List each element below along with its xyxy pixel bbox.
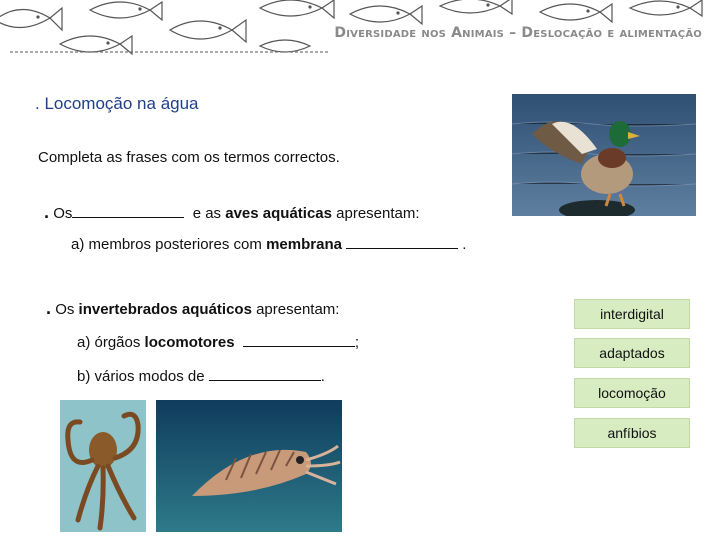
instruction-text: Completa as frases com os termos correctos. <box>38 149 340 166</box>
word-box-interdigital[interactable]: interdigital <box>574 299 690 329</box>
word-box-adaptados[interactable]: adaptados <box>574 338 690 368</box>
exercise1-pre: Os <box>53 205 73 222</box>
exercise2-item-a-bold: locomotores <box>144 334 235 351</box>
header-banner <box>0 0 720 58</box>
exercise2-item-b <box>77 366 325 385</box>
exercise1-item-a-bold: membrana <box>266 236 342 253</box>
exercise1-item-a-pre: a) membros posteriores com <box>71 236 262 253</box>
bullet: . <box>44 202 50 222</box>
exercise2-item-b-pre: b) vários modos de <box>77 368 205 385</box>
exercise1-sentence <box>44 202 420 223</box>
cuttlefish-photo <box>156 400 342 532</box>
exercise1-item-a <box>71 234 466 253</box>
exercise2-bold: invertebrados aquáticos <box>78 301 252 318</box>
exercise2-pre: Os <box>55 301 75 318</box>
bullet: . <box>46 298 52 318</box>
duck-photo <box>512 94 696 216</box>
exercise2-sentence <box>46 298 339 319</box>
blank-field[interactable] <box>346 234 458 249</box>
exercise1-bold: aves aquáticas <box>225 205 332 222</box>
blank-field[interactable] <box>72 203 184 218</box>
word-box-locomocao[interactable]: locomoção <box>574 378 690 408</box>
exercise2-item-a <box>77 332 359 351</box>
section-title: . Locomoção na água <box>35 94 199 113</box>
exercise1-post: e as <box>192 205 222 222</box>
banner-title: Diversidade nos Animais – Deslocação e alimentação <box>334 25 702 41</box>
octopus-photo <box>60 400 146 532</box>
exercise1-item-a-end: . <box>462 236 467 253</box>
exercise1-tail: apresentam: <box>336 205 420 222</box>
blank-field[interactable] <box>243 332 355 347</box>
word-box-anfibios[interactable]: anfíbios <box>574 418 690 448</box>
exercise2-tail: apresentam: <box>256 301 340 318</box>
exercise2-item-a-end: ; <box>354 334 360 351</box>
exercise2-item-b-end: . <box>320 368 325 385</box>
blank-field[interactable] <box>209 366 321 381</box>
exercise2-item-a-pre: a) órgãos <box>77 334 141 351</box>
